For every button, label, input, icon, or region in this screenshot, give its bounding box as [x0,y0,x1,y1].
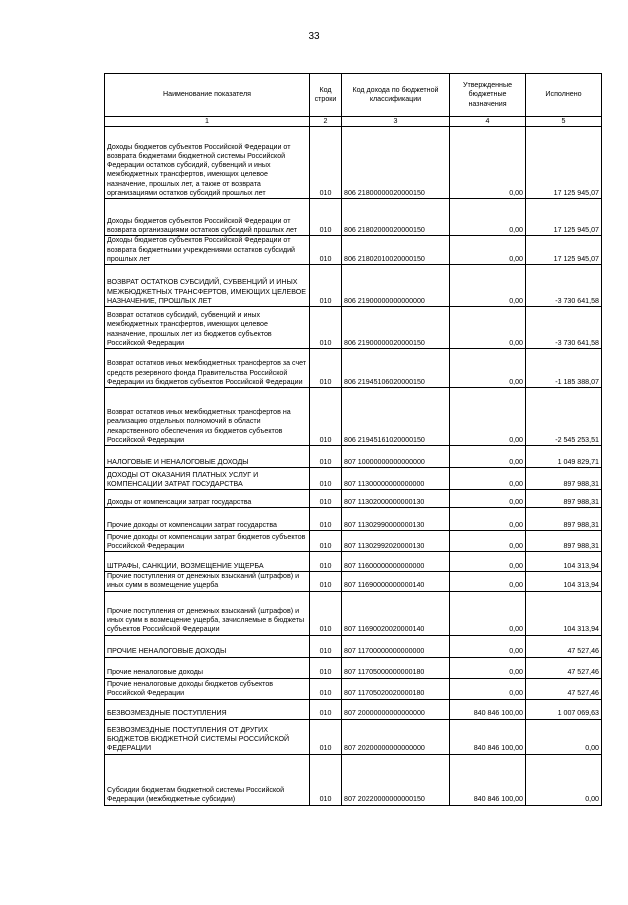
row-line-code: 010 [310,388,342,446]
row-line-code: 010 [310,199,342,236]
row-budget-code: 807 20220000000000150 [342,754,450,805]
row-budget-code: 806 21802000020000150 [342,199,450,236]
header-row [105,74,602,117]
row-approved-amount: 0,00 [450,446,526,468]
table-row [105,307,602,349]
row-indicator-name: НАЛОГОВЫЕ И НЕНАЛОГОВЫЕ ДОХОДЫ [105,446,310,468]
table-row [105,490,602,508]
table-row [105,531,602,552]
row-approved-amount: 0,00 [450,657,526,678]
row-line-code: 010 [310,307,342,349]
row-executed-amount: -3 730 641,58 [526,265,602,307]
row-indicator-name: Прочие доходы от компенсации затрат государства [105,508,310,531]
row-budget-code: 807 11600000000000000 [342,552,450,572]
column-index: 4 [450,117,526,127]
header-budget-code: Код дохода по бюджетной классификации [342,74,450,117]
table-row [105,699,602,719]
table-row [105,508,602,531]
row-line-code: 010 [310,572,342,592]
row-indicator-name: Прочие поступления от денежных взысканий (штрафов) и иных сумм в возмещение ущерба, зачисляемые в бюджеты субъектов Российской Федерации [105,591,310,635]
table-row [105,754,602,805]
row-budget-code: 807 10000000000000000 [342,446,450,468]
row-approved-amount: 0,00 [450,490,526,508]
row-executed-amount: 1 049 829,71 [526,446,602,468]
row-executed-amount: 104 313,94 [526,591,602,635]
column-index: 1 [105,117,310,127]
row-executed-amount: 47 527,46 [526,635,602,657]
table-row [105,719,602,754]
table-row [105,236,602,265]
row-indicator-name: БЕЗВОЗМЕЗДНЫЕ ПОСТУПЛЕНИЯ ОТ ДРУГИХ БЮДЖЕТОВ БЮДЖЕТНОЙ СИСТЕМЫ РОССИЙСКОЙ ФЕДЕРАЦИИ [105,719,310,754]
row-line-code: 010 [310,719,342,754]
row-executed-amount: 47 527,46 [526,657,602,678]
row-approved-amount: 0,00 [450,468,526,490]
row-line-code: 010 [310,699,342,719]
row-indicator-name: Субсидии бюджетам бюджетной системы Российской Федерации (межбюджетные субсидии) [105,754,310,805]
table-row [105,678,602,699]
row-indicator-name: Доходы бюджетов субъектов Российской Федерации от возврата организациями остатков субсидий прошлых лет [105,199,310,236]
table-row [105,127,602,199]
row-executed-amount: 17 125 945,07 [526,236,602,265]
row-indicator-name: Доходы бюджетов субъектов Российской Федерации от возврата бюджетными учреждениями остатков субсидий прошлых лет [105,236,310,265]
row-approved-amount: 0,00 [450,572,526,592]
header-line-code: Код строки [310,74,342,117]
row-indicator-name: Доходы бюджетов субъектов Российской Федерации от возврата бюджетами бюджетной системы Российской Федерации остатков субсидий, субвенций и иных межбюджетных трансфертов, имеющих целевое назначение, прошлых лет, а также от возврата организациями остатков субсидий прошлых лет [105,127,310,199]
row-approved-amount: 0,00 [450,388,526,446]
row-executed-amount: 1 007 069,63 [526,699,602,719]
row-line-code: 010 [310,468,342,490]
row-budget-code: 807 11300000000000000 [342,468,450,490]
header-indicator-name: Наименование показателя [105,74,310,117]
row-line-code: 010 [310,236,342,265]
row-budget-code: 807 11690020020000140 [342,591,450,635]
row-budget-code: 807 11302990000000130 [342,508,450,531]
row-line-code: 010 [310,265,342,307]
row-executed-amount: -1 185 388,07 [526,349,602,388]
column-index-row [105,117,602,127]
table-row [105,199,602,236]
table-row [105,572,602,592]
row-budget-code: 806 21900000000000000 [342,265,450,307]
row-line-code: 010 [310,446,342,468]
row-line-code: 010 [310,508,342,531]
row-line-code: 010 [310,127,342,199]
row-indicator-name: Возврат остатков субсидий, субвенций и иных межбюджетных трансфертов, имеющих целевое назначение, прошлых лет из бюджетов субъектов Российской Федерации [105,307,310,349]
row-executed-amount: 17 125 945,07 [526,199,602,236]
row-indicator-name: Прочие доходы от компенсации затрат бюджетов субъектов Российской Федерации [105,531,310,552]
row-approved-amount: 0,00 [450,531,526,552]
row-indicator-name: ВОЗВРАТ ОСТАТКОВ СУБСИДИЙ, СУБВЕНЦИЙ И ИНЫХ МЕЖБЮДЖЕТНЫХ ТРАНСФЕРТОВ, ИМЕЮЩИХ ЦЕЛЕВОЕ НАЗНАЧЕНИЕ, ПРОШЛЫХ ЛЕТ [105,265,310,307]
table-row [105,446,602,468]
row-line-code: 010 [310,490,342,508]
row-executed-amount: 897 988,31 [526,531,602,552]
row-approved-amount: 0,00 [450,678,526,699]
row-executed-amount: 897 988,31 [526,468,602,490]
row-budget-code: 807 11690000000000140 [342,572,450,592]
column-index: 2 [310,117,342,127]
row-executed-amount: 104 313,94 [526,552,602,572]
table-row [105,265,602,307]
row-approved-amount: 840 846 100,00 [450,754,526,805]
row-indicator-name: БЕЗВОЗМЕЗДНЫЕ ПОСТУПЛЕНИЯ [105,699,310,719]
row-approved-amount: 0,00 [450,508,526,531]
row-executed-amount: 104 313,94 [526,572,602,592]
row-executed-amount: 0,00 [526,754,602,805]
row-indicator-name: Прочие неналоговые доходы [105,657,310,678]
row-executed-amount: 897 988,31 [526,508,602,531]
row-budget-code: 807 11302992020000130 [342,531,450,552]
row-indicator-name: Прочие поступления от денежных взысканий (штрафов) и иных сумм в возмещение ущерба [105,572,310,592]
column-index: 3 [342,117,450,127]
table-row [105,468,602,490]
row-line-code: 010 [310,754,342,805]
row-indicator-name: ПРОЧИЕ НЕНАЛОГОВЫЕ ДОХОДЫ [105,635,310,657]
row-indicator-name: Прочие неналоговые доходы бюджетов субъектов Российской Федерации [105,678,310,699]
row-line-code: 010 [310,349,342,388]
table-row [105,591,602,635]
row-approved-amount: 0,00 [450,199,526,236]
header-approved: Утвержденные бюджетные назначения [450,74,526,117]
row-budget-code: 807 11700000000000000 [342,635,450,657]
table-row [105,388,602,446]
row-executed-amount: -2 545 253,51 [526,388,602,446]
row-budget-code: 806 21945161020000150 [342,388,450,446]
row-approved-amount: 0,00 [450,552,526,572]
row-budget-code: 806 21802010020000150 [342,236,450,265]
budget-report-table [104,73,602,806]
row-executed-amount: -3 730 641,58 [526,307,602,349]
row-approved-amount: 0,00 [450,127,526,199]
row-approved-amount: 0,00 [450,591,526,635]
row-indicator-name: Возврат остатков иных межбюджетных трансфертов на реализацию отдельных полномочий в области лекарственного обеспечения из бюджетов субъектов Российской Федерации [105,388,310,446]
row-indicator-name: Возврат остатков иных межбюджетных трансфертов за счет средств резервного фонда Правительства Российской Федерации из бюджетов субъектов Российской Федерации [105,349,310,388]
row-approved-amount: 840 846 100,00 [450,719,526,754]
row-line-code: 010 [310,552,342,572]
row-budget-code: 807 20000000000000000 [342,699,450,719]
table-row [105,635,602,657]
row-budget-code: 807 11705020020000180 [342,678,450,699]
row-line-code: 010 [310,635,342,657]
row-executed-amount: 17 125 945,07 [526,127,602,199]
table-row [105,552,602,572]
row-approved-amount: 0,00 [450,635,526,657]
row-approved-amount: 0,00 [450,265,526,307]
row-line-code: 010 [310,591,342,635]
row-indicator-name: Доходы от компенсации затрат государства [105,490,310,508]
row-approved-amount: 840 846 100,00 [450,699,526,719]
row-line-code: 010 [310,678,342,699]
row-executed-amount: 0,00 [526,719,602,754]
page-number: 33 [308,31,320,42]
column-index: 5 [526,117,602,127]
row-budget-code: 807 11302000000000130 [342,490,450,508]
row-approved-amount: 0,00 [450,307,526,349]
row-approved-amount: 0,00 [450,349,526,388]
row-budget-code: 806 21945106020000150 [342,349,450,388]
row-budget-code: 807 11705000000000180 [342,657,450,678]
row-budget-code: 806 21800000020000150 [342,127,450,199]
row-line-code: 010 [310,531,342,552]
row-executed-amount: 897 988,31 [526,490,602,508]
table-row [105,657,602,678]
row-budget-code: 806 21900000020000150 [342,307,450,349]
table-row [105,349,602,388]
row-line-code: 010 [310,657,342,678]
row-approved-amount: 0,00 [450,236,526,265]
header-executed: Исполнено [526,74,602,117]
row-indicator-name: ШТРАФЫ, САНКЦИИ, ВОЗМЕЩЕНИЕ УЩЕРБА [105,552,310,572]
row-budget-code: 807 20200000000000000 [342,719,450,754]
row-indicator-name: ДОХОДЫ ОТ ОКАЗАНИЯ ПЛАТНЫХ УСЛУГ И КОМПЕНСАЦИИ ЗАТРАТ ГОСУДАРСТВА [105,468,310,490]
row-executed-amount: 47 527,46 [526,678,602,699]
